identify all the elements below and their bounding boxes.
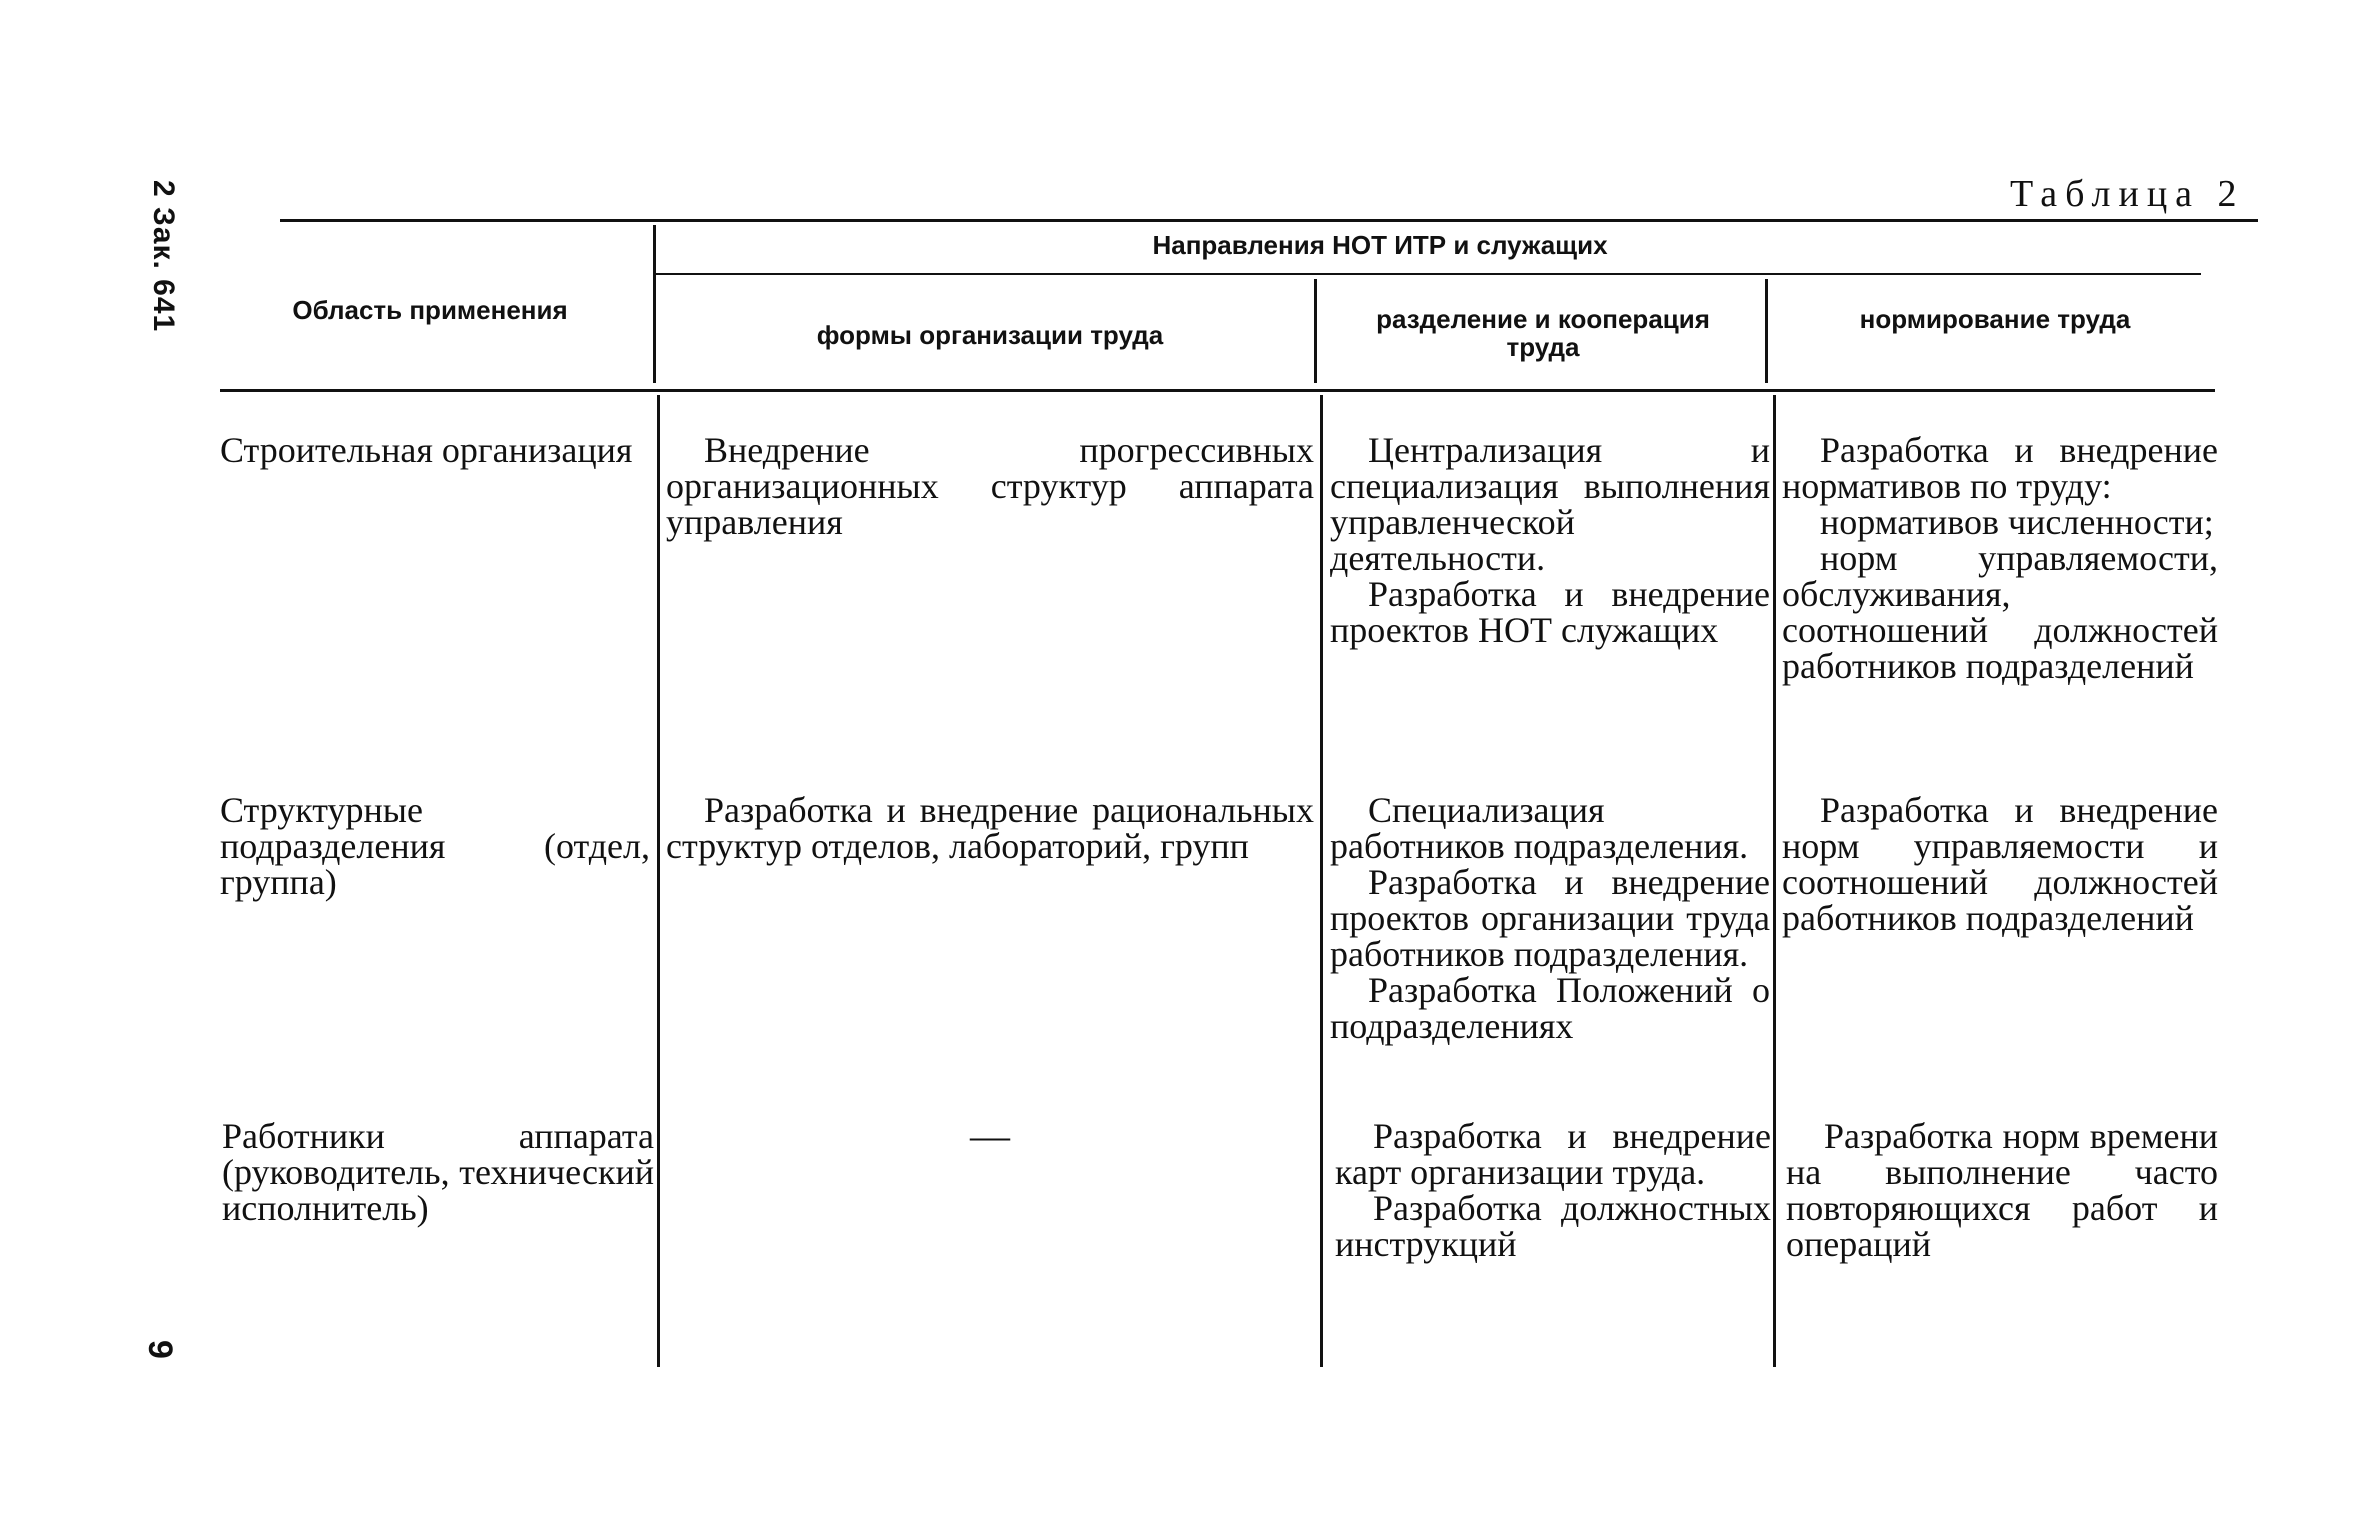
page-number: 9 bbox=[140, 1340, 179, 1359]
header-directions: Направления НОТ ИТР и служащих bbox=[1152, 230, 1608, 260]
row-2-division-p2: Разработка и внедрение проектов организации труда работников подразделения. bbox=[1330, 862, 1770, 974]
col-divider-3-header bbox=[1765, 279, 1768, 383]
col-divider-1-header bbox=[653, 225, 656, 383]
table-top-rule bbox=[280, 219, 2258, 222]
table-row-1-division bbox=[1330, 432, 1770, 648]
row-2-forms-text: Разработка и внедрение рациональных структур отделов, лабораторий, групп bbox=[666, 790, 1314, 866]
table-row-1-norming bbox=[1782, 432, 2218, 684]
row-3-division-p1: Разработка и внедрение карт организации труда. bbox=[1335, 1116, 1771, 1192]
row-3-scope-text: Работники аппарата (руководитель, технический исполнитель) bbox=[222, 1116, 654, 1228]
col-divider-1 bbox=[657, 395, 660, 1367]
table-row-2-forms bbox=[666, 792, 1314, 864]
row-1-forms-text: Внедрение прогрессивных организационных структур аппарата управления bbox=[666, 430, 1314, 542]
row-2-scope-text: Структурные подразделения (отдел, группа) bbox=[220, 790, 650, 902]
table-row-2-scope bbox=[220, 792, 650, 900]
margin-note-text: 2 Зак. 641 bbox=[147, 180, 180, 333]
header-col-forms: формы организации труда bbox=[816, 320, 1164, 350]
row-3-norming-p1: Разработка норм времени на выполнение часто повторяющихся работ и операций bbox=[1786, 1116, 2218, 1264]
col-divider-2 bbox=[1320, 395, 1323, 1367]
col-divider-2-header bbox=[1314, 279, 1317, 383]
row-1-norming-p2: нормативов численности; bbox=[1820, 502, 2214, 542]
row-1-division-p1: Централизация и специализация выполнения управленческой деятельности. bbox=[1330, 430, 1770, 578]
row-1-norming-p3: норм управляемости, обслуживания, соотношений должностей работников подразделений bbox=[1782, 538, 2218, 686]
header-col-norming: нормирование труда bbox=[1859, 304, 2131, 334]
row-2-division-p1: Специализация работников подразделения. bbox=[1330, 790, 1749, 866]
header-bottom-rule bbox=[220, 389, 2215, 392]
table-row-2-division bbox=[1330, 792, 1770, 1044]
table-caption: Таблица 2 bbox=[2010, 173, 2245, 215]
directions-underline bbox=[655, 273, 2201, 275]
row-2-division-p3: Разработка Положений о подразделениях bbox=[1330, 970, 1770, 1046]
row-1-division-p2: Разработка и внедрение проектов НОТ служащих bbox=[1330, 574, 1770, 650]
header-col-division: разделение и кооперация труда bbox=[1376, 304, 1710, 362]
table-row-3-scope bbox=[222, 1118, 654, 1226]
row-1-norming-p1: Разработка и внедрение нормативов по труду: bbox=[1782, 430, 2218, 506]
row-1-scope-text: Строительная организация bbox=[220, 430, 633, 470]
table-row-1-scope bbox=[220, 432, 650, 468]
table-row-1-forms bbox=[666, 432, 1314, 540]
row-3-division-p2: Разработка должностных инструкций bbox=[1335, 1188, 1771, 1264]
table-row-3-norming bbox=[1786, 1118, 2218, 1262]
row-3-forms-dash: — bbox=[970, 1113, 1010, 1158]
table-row-2-norming bbox=[1782, 792, 2218, 936]
margin-note bbox=[120, 180, 190, 380]
header-scope: Область применения bbox=[292, 295, 568, 325]
row-2-norming-p1: Разработка и внедрение норм управляемости и соотношений должностей работников подразделений bbox=[1782, 790, 2218, 938]
table-row-3-division bbox=[1335, 1118, 1771, 1262]
col-divider-3 bbox=[1773, 395, 1776, 1367]
